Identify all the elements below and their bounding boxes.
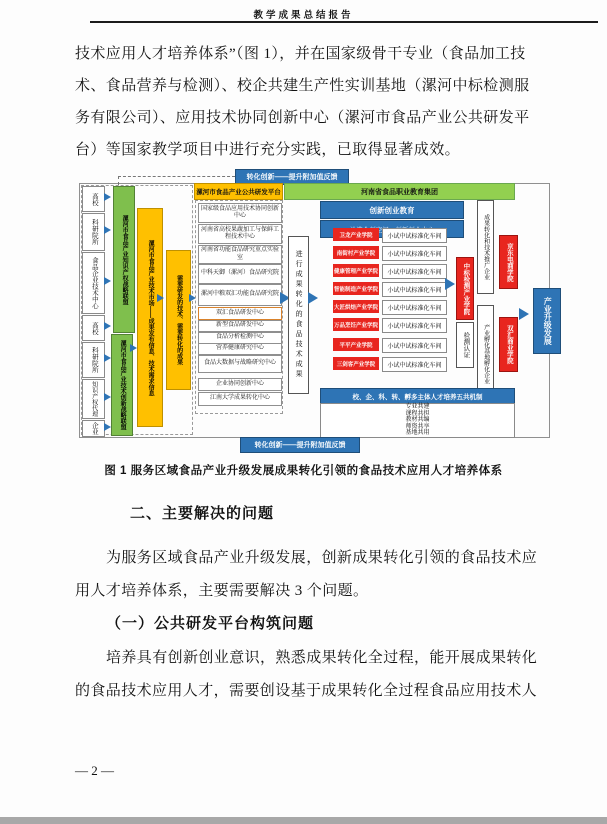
- industry-college: 三剑客产业学院: [333, 357, 379, 370]
- section-heading: 二、主要解决的问题: [130, 506, 275, 522]
- platform-center: 江南大学成果转化中心: [198, 392, 282, 406]
- industry-college: 南街村产业学院: [333, 246, 379, 259]
- arrow-right-icon: [519, 308, 529, 320]
- shuanghui-business-college-box: 双汇商业学院: [499, 317, 518, 372]
- technology-market-box: 漯河市食品产业技术市场——成果发布信息、技术需求信息: [137, 208, 163, 427]
- stakeholder-box: 科研院所: [82, 213, 105, 251]
- industry-college: 万品烹饪产业学院: [333, 318, 379, 331]
- alliance-box: 漯河市食品产业技术创新战略联盟: [111, 334, 133, 436]
- feedback-banner-top: 转化创新——提升附加值反馈: [235, 169, 349, 185]
- platform-center: 河南省功能食品研究重点实验室: [198, 245, 282, 264]
- industry-upgrade-box: 产业升级发展: [533, 288, 561, 354]
- platform-center: 双汇食品研发中心: [198, 307, 282, 320]
- intro-line-3: 务有限公司）、应用技术协同创新中心（漯河市食品产业公共研发平: [75, 110, 530, 126]
- pilot-workshop: 小试中试标准化车间: [382, 300, 447, 315]
- section-line: 的食品技术应用人才，需要创设基于成果转化全过程食品应用技术人: [75, 683, 538, 699]
- arrow-right-icon: [104, 423, 111, 431]
- platform-center: 营养健康研究中心: [198, 343, 282, 355]
- entrepreneurship-education-bar: 创新创业教育: [320, 201, 464, 219]
- section-line: 为服务区域食品产业升级发展，创新成果转化引领的食品技术应: [106, 550, 538, 566]
- pilot-workshop: 小试中试标准化车间: [382, 246, 447, 261]
- arrow-right-icon: [104, 277, 111, 285]
- feedback-dashed-drop: [118, 176, 119, 185]
- jd-ecommerce-college-box: 京东电商学院: [499, 235, 518, 289]
- stakeholder-box: 企业: [82, 420, 105, 437]
- mechanism-item: 课程共担: [405, 410, 430, 417]
- mechanism-item: 专业共建: [405, 404, 430, 410]
- arrow-right-icon: [104, 322, 111, 330]
- industry-college: 健康管理产业学院: [333, 264, 379, 277]
- education-group-header: 河南省食品职业教育集团: [284, 183, 515, 200]
- needs-box: 需要研发的技术、需要转化的成果: [166, 250, 191, 390]
- mechanism-list: [320, 403, 515, 438]
- stakeholder-box: 食品企业技术中心: [82, 252, 105, 314]
- stakeholder-box: 知识产权代理: [82, 379, 105, 419]
- intro-line-4: 台）等国家教学项目中进行充分实践，已取得显著成效。: [75, 142, 461, 158]
- platform-center: 食品分析检测中心: [198, 332, 282, 344]
- platform-center: 食品大数据与战略研究中心: [198, 355, 282, 373]
- arrow-right-icon: [308, 292, 318, 304]
- alliance-box: 漯河市食品产业知识产权战略联盟: [113, 186, 135, 333]
- stakeholder-box: 科研院所: [82, 342, 105, 378]
- incubated-enterprise-box: 产业孵化基地孵化企业: [477, 305, 494, 403]
- mechanism-item: 教材共编: [405, 417, 430, 424]
- testing-college-box: 中标检测产业学院: [456, 257, 474, 320]
- transfer-results-box: 进行成果转化的食品技术成果: [288, 236, 309, 394]
- arrow-right-icon: [104, 393, 111, 401]
- industry-college: 卫龙产业学院: [333, 228, 379, 241]
- running-head-rule: [90, 21, 598, 23]
- mechanism-item: 基地共用: [405, 430, 430, 437]
- pilot-workshop: 小试中试标准化车间: [382, 357, 447, 372]
- pilot-workshop: 小试中试标准化车间: [382, 318, 447, 333]
- industry-college: 平平产业学院: [333, 338, 379, 351]
- transfer-enterprise-box: 成果转化和技术推广企业: [477, 200, 494, 294]
- arrow-right-icon: [445, 278, 455, 290]
- stakeholder-box: 高校: [82, 186, 105, 212]
- platform-header: 漯河市食品产业公共研发平台: [194, 183, 283, 200]
- platform-center: 中科天御（漯河）食品研究院: [198, 264, 282, 284]
- arrow-right-icon: [130, 344, 137, 352]
- platform-center: 国家级食品应用技术协同创新中心: [198, 203, 282, 223]
- mechanism-header: 校、企、科、转、孵多主体人才培养五共机制: [320, 388, 515, 404]
- industry-college: 大匠烘焙产业学院: [333, 300, 379, 313]
- arrow-right-icon: [104, 193, 111, 201]
- arrow-right-icon: [104, 354, 111, 362]
- section-line: 用人才培养体系，主要需要解决 3 个问题。: [75, 583, 369, 599]
- arrow-right-icon: [104, 226, 111, 234]
- platform-center: 新型食品研发中心: [198, 320, 282, 332]
- pilot-workshop: 小试中试标准化车间: [382, 264, 447, 279]
- subsection-heading: （一）公共研发平台构筑问题: [106, 616, 315, 632]
- feedback-banner-bottom: 转化创新——提升附加值反馈: [240, 437, 360, 453]
- figure-caption: 图 1 服务区域食品产业升级发展成果转化引领的食品技术应用人才培养体系: [104, 465, 503, 477]
- platform-center: 漯河中粮双汇功能食品研究院: [198, 284, 282, 306]
- intro-line-2: 术、食品营养与检测）、校企共建生产性实训基地（漯河中标检测服: [75, 78, 530, 94]
- pilot-workshop: 小试中试标准化车间: [382, 228, 447, 243]
- certification-box: 检测认证: [456, 322, 474, 368]
- intro-line-1: 技术应用人才培养体系”（图 1），并在国家级骨干专业（食品加工技: [75, 46, 526, 62]
- running-head-title: 教学成果总结报告: [253, 11, 354, 21]
- industry-college: 智能制造产业学院: [333, 282, 379, 295]
- stakeholder-box: 高校: [82, 315, 105, 341]
- platform-center: 河南省高校果蔬加工与保鲜工程技术中心: [198, 224, 282, 244]
- page-number: — 2 —: [75, 763, 114, 778]
- section-line: 培养具有创新创业意识，熟悉成果转化全过程，能开展成果转化: [106, 650, 538, 666]
- pilot-workshop: 小试中试标准化车间: [382, 282, 447, 297]
- pilot-workshop: 小试中试标准化车间: [382, 338, 447, 353]
- feedback-dashed-line: [118, 176, 235, 177]
- platform-center: 企业协同创新中心: [198, 378, 282, 391]
- arrow-right-icon: [157, 294, 164, 302]
- mechanism-item: 师资共享: [405, 423, 430, 430]
- footer-gray-bar: [0, 817, 607, 824]
